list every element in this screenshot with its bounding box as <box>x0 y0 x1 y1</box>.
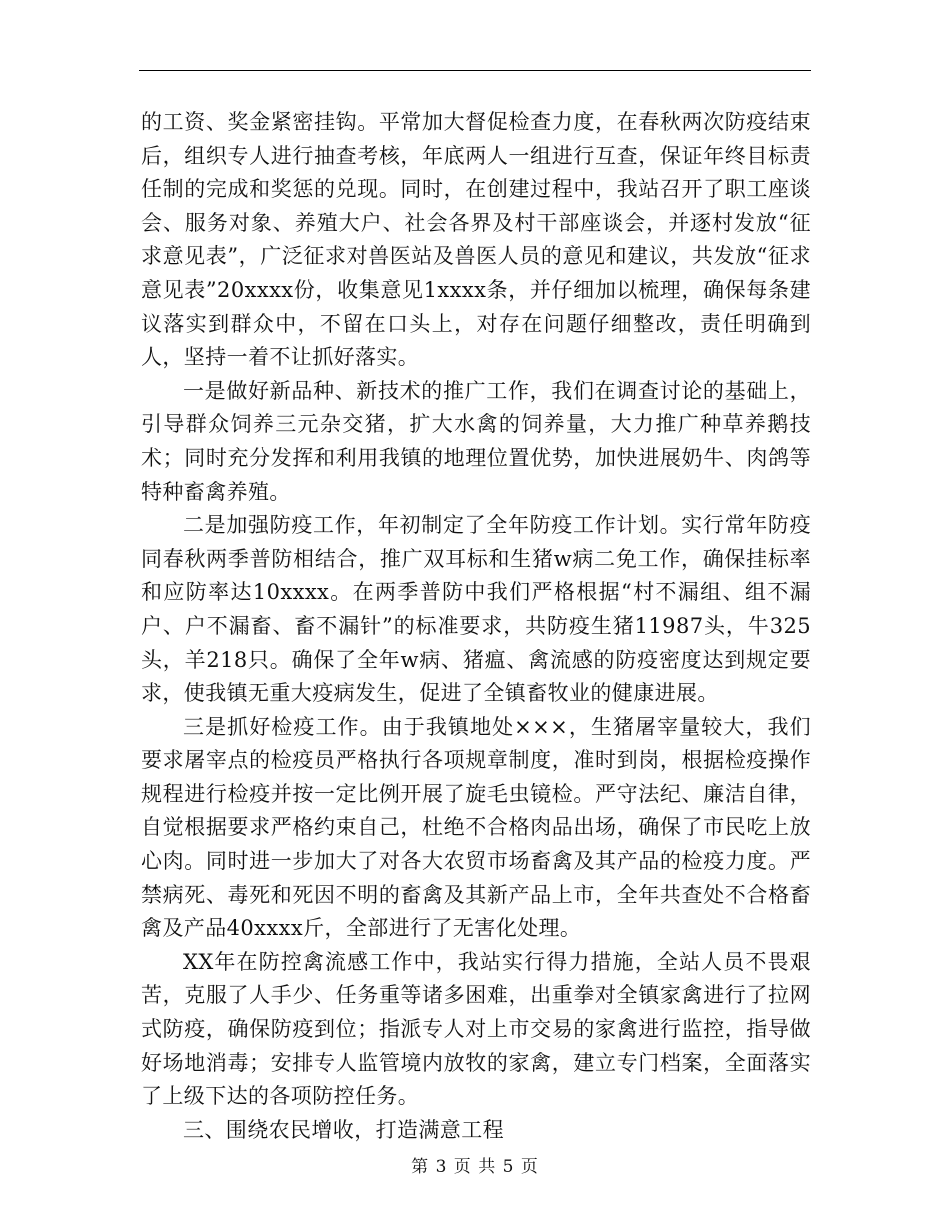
paragraph-continuation: 的工资、奖金紧密挂钩。平常加大督促检查力度，在春秋两次防疫结束后，组织专人进行抽查考核，年底两人一组进行互查，保证年终目标责任制的完成和奖惩的兑现。同时，在创建过程中，我站召开了职工座谈会、服务对象、养殖大户、社会各界及村干部座谈会，并逐村发放“征求意见表”，广泛征求对兽医站及兽医人员的意见和建议，共发放“征求意见表”20xxxx份，收集意见1xxxx条，并仔细加以梳理，确保每条建议落实到群众中，不留在口头上，对存在问题仔细整改，责任明确到人，坚持一着不让抓好落实。 <box>141 110 811 370</box>
paragraph-epidemic-prevention: 二是加强防疫工作，年初制定了全年防疫工作计划。实行常年防疫同春秋两季普防相结合，推广双耳标和生猪w病二免工作，确保挂标率和应防率达10xxxx。在两季普防中我们严格根据“村不漏组、组不漏户、户不漏畜、畜不漏针”的标准要求，共防疫生猪11987头，牛325头，羊218只。确保了全年w病、猪瘟、禽流感的防疫密度达到规定要求，使我镇无重大疫病发生，促进了全镇畜牧业的健康进展。 <box>141 513 811 706</box>
paragraph-new-technology: 一是做好新品种、新技术的推广工作，我们在调查讨论的基础上，引导群众饲养三元杂交猪，扩大水禽的饲养量，大力推广种草养鹅技术；同时充分发挥和利用我镇的地理位置优势，加快进展奶牛、肉鸽等特种畜禽养殖。 <box>141 378 811 504</box>
page-number: 第 3 页 共 5 页 <box>411 1157 539 1177</box>
document-body <box>141 106 811 1147</box>
paragraph-avian-influenza: XX年在防控禽流感工作中，我站实行得力措施，全站人员不畏艰苦，克服了人手少、任务重等诸多困难，出重拳对全镇家禽进行了拉网式防疫，确保防疫到位；指派专人对上市交易的家禽进行监控，指导做好场地消毒；安排专人监管境内放牧的家禽，建立专门档案，全面落实了上级下达的各项防控任务。 <box>141 949 811 1109</box>
header-rule <box>139 70 811 71</box>
page-footer <box>0 1152 950 1177</box>
paragraph-quarantine: 三是抓好检疫工作。由于我镇地处×××，生猪屠宰量较大，我们要求屠宰点的检疫员严格执行各项规章制度，准时到岗，根据检疫操作规程进行检疫并按一定比例开展了旋毛虫镜检。严守法纪、廉洁自律，自觉根据要求严格约束自己，杜绝不合格肉品出场，确保了市民吃上放心肉。同时进一步加大了对各大农贸市场畜禽及其产品的检疫力度。严禁病死、毒死和死因不明的畜禽及其新产品上市，全年共查处不合格畜禽及产品40xxxx斤，全部进行了无害化处理。 <box>141 714 811 941</box>
section-heading: 三、围绕农民增收，打造满意工程 <box>183 1117 504 1142</box>
